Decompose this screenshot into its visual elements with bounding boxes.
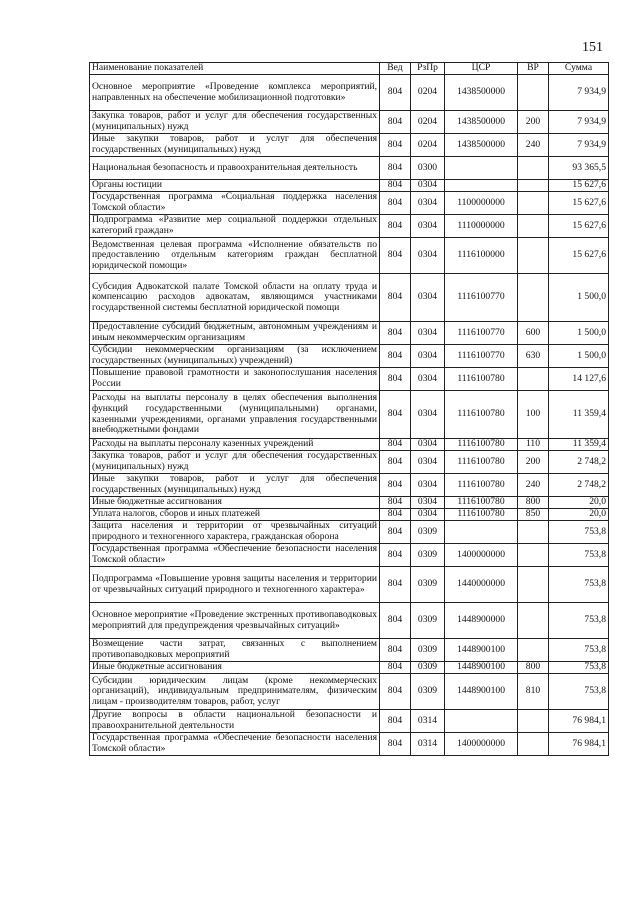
row-sum: 20,0 [549,509,609,521]
row-vr [518,521,549,544]
row-rzpr: 0204 [411,134,445,157]
row-sum: 11 359,4 [549,391,609,439]
row-name: Расходы на выплаты персоналу казенных учреждений [90,439,380,451]
row-rzpr: 0304 [411,391,445,439]
row-name: Государственная программа «Обеспечение безопасности населения Томской области» [90,733,380,756]
row-vr: 240 [518,134,549,157]
row-ved: 804 [380,368,411,391]
row-rzpr: 0300 [411,157,445,180]
header-sum: Сумма [549,63,609,75]
row-vr [518,238,549,274]
row-csr: 1448900100 [445,639,518,662]
row-ved: 804 [380,180,411,192]
row-rzpr: 0304 [411,215,445,238]
row-rzpr: 0204 [411,111,445,134]
row-ved: 804 [380,662,411,674]
row-name: Органы юстиции [90,180,380,192]
row-vr [518,157,549,180]
row-vr: 800 [518,662,549,674]
table-row [90,710,609,733]
row-ved: 804 [380,439,411,451]
row-rzpr: 0304 [411,180,445,192]
row-vr: 630 [518,345,549,368]
table-row [90,134,609,157]
row-name: Другие вопросы в области национальной безопасности и правоохранительной деятельности [90,710,380,733]
row-sum: 753,8 [549,603,609,639]
row-vr: 600 [518,322,549,345]
row-name: Субсидии некоммерческим организациям (за исключением государственных (муниципальных) учреждений) [90,345,380,368]
row-ved: 804 [380,75,411,111]
row-name: Национальная безопасность и правоохранительная деятельность [90,157,380,180]
row-ved: 804 [380,238,411,274]
row-csr: 1110000000 [445,215,518,238]
row-ved: 804 [380,274,411,322]
row-csr: 1116100780 [445,497,518,509]
row-csr: 1438500000 [445,134,518,157]
row-ved: 804 [380,451,411,474]
row-ved: 804 [380,567,411,603]
row-vr: 800 [518,497,549,509]
row-name: Иные закупки товаров, работ и услуг для обеспечения государственных (муниципальных) нужд [90,134,380,157]
row-ved: 804 [380,134,411,157]
row-rzpr: 0304 [411,451,445,474]
row-vr [518,733,549,756]
table-row [90,192,609,215]
table-row [90,180,609,192]
row-csr [445,710,518,733]
row-rzpr: 0304 [411,274,445,322]
row-sum: 76 984,1 [549,710,609,733]
row-rzpr: 0309 [411,521,445,544]
row-name: Расходы на выплаты персоналу в целях обеспечения выполнения функций государственными (муниципальными) органами, казенными учреждениями, органами управления государственными внебюджетными фондами [90,391,380,439]
row-sum: 76 984,1 [549,733,609,756]
page-number: 151 [582,40,603,55]
table-row [90,662,609,674]
row-ved: 804 [380,544,411,567]
row-csr: 1400000000 [445,544,518,567]
row-name: Субсидия Адвокатской палате Томской области на оплату труда и компенсацию расходов адвокатам, являющимся участниками государственной системы бесплатной юридической помощи [90,274,380,322]
row-rzpr: 0309 [411,544,445,567]
row-sum: 753,8 [549,662,609,674]
row-csr [445,157,518,180]
row-rzpr: 0309 [411,603,445,639]
row-csr: 1400000000 [445,733,518,756]
row-name: Ведомственная целевая программа «Исполнение обязательств по предоставлению отдельным категориям граждан бесплатной юридической помощи» [90,238,380,274]
row-sum: 14 127,6 [549,368,609,391]
table-row [90,497,609,509]
table-body [90,75,609,756]
table-row [90,345,609,368]
row-ved: 804 [380,474,411,497]
row-csr: 1116100770 [445,274,518,322]
row-csr [445,180,518,192]
row-vr: 110 [518,439,549,451]
row-vr: 100 [518,391,549,439]
row-vr: 810 [518,674,549,710]
header-name: Наименование показателей [90,63,380,75]
row-csr: 1440000000 [445,567,518,603]
table-row [90,75,609,111]
row-ved: 804 [380,603,411,639]
row-name: Предоставление субсидий бюджетным, автономным учреждениям и иным некоммерческим организациям [90,322,380,345]
row-csr: 1116100780 [445,368,518,391]
table-row [90,509,609,521]
header-csr: ЦСР [445,63,518,75]
row-vr: 200 [518,111,549,134]
row-sum: 753,8 [549,521,609,544]
row-sum: 15 627,6 [549,192,609,215]
table-row [90,157,609,180]
row-vr [518,215,549,238]
row-rzpr: 0304 [411,497,445,509]
row-name: Иные бюджетные ассигнования [90,497,380,509]
row-sum: 1 500,0 [549,322,609,345]
row-rzpr: 0314 [411,733,445,756]
row-name: Иные закупки товаров, работ и услуг для обеспечения государственных (муниципальных) нужд [90,474,380,497]
row-rzpr: 0304 [411,368,445,391]
row-vr [518,368,549,391]
row-sum: 11 359,4 [549,439,609,451]
row-vr [518,710,549,733]
row-sum: 1 500,0 [549,274,609,322]
row-name: Защита населения и территории от чрезвычайных ситуаций природного и техногенного характера, гражданская оборона [90,521,380,544]
row-rzpr: 0304 [411,192,445,215]
table-row [90,368,609,391]
table-row [90,238,609,274]
row-sum: 7 934,9 [549,75,609,111]
row-sum: 753,8 [549,639,609,662]
table-row [90,439,609,451]
row-rzpr: 0314 [411,710,445,733]
table-header-row [90,63,609,75]
row-name: Повышение правовой грамотности и законопослушания населения России [90,368,380,391]
table-row [90,544,609,567]
row-ved: 804 [380,192,411,215]
row-rzpr: 0304 [411,322,445,345]
row-csr: 1116100770 [445,322,518,345]
row-csr: 1116100780 [445,474,518,497]
row-csr: 1116100780 [445,451,518,474]
row-vr [518,603,549,639]
table-row [90,674,609,710]
row-csr: 1448900100 [445,674,518,710]
table-row [90,451,609,474]
header-vr: ВР [518,63,549,75]
table-row [90,639,609,662]
row-name: Основное мероприятие «Проведение комплекса мероприятий, направленных на обеспечение мобилизационной подготовки» [90,75,380,111]
row-name: Закупка товаров, работ и услуг для обеспечения государственных (муниципальных) нужд [90,451,380,474]
row-rzpr: 0304 [411,345,445,368]
row-rzpr: 0309 [411,567,445,603]
row-vr: 850 [518,509,549,521]
table-row [90,391,609,439]
row-ved: 804 [380,639,411,662]
row-vr [518,274,549,322]
row-sum: 15 627,6 [549,215,609,238]
row-rzpr: 0204 [411,75,445,111]
row-vr [518,192,549,215]
row-name: Субсидии юридическим лицам (кроме некоммерческих организаций), индивидуальным предпринимателям, физическим лицам - производителям товаров, работ, услуг [90,674,380,710]
header-ved: Вед [380,63,411,75]
row-csr: 1438500000 [445,111,518,134]
row-name: Закупка товаров, работ и услуг для обеспечения государственных (муниципальных) нужд [90,111,380,134]
row-sum: 753,8 [549,567,609,603]
table-row [90,274,609,322]
row-vr [518,75,549,111]
row-sum: 7 934,9 [549,134,609,157]
row-sum: 20,0 [549,497,609,509]
row-vr [518,180,549,192]
table-row [90,322,609,345]
row-ved: 804 [380,322,411,345]
row-ved: 804 [380,733,411,756]
row-rzpr: 0304 [411,238,445,274]
row-csr: 1100000000 [445,192,518,215]
row-ved: 804 [380,521,411,544]
row-rzpr: 0309 [411,674,445,710]
row-name: Возмещение части затрат, связанных с выполнением противопаводковых мероприятий [90,639,380,662]
row-name: Уплата налогов, сборов и иных платежей [90,509,380,521]
row-name: Иные бюджетные ассигнования [90,662,380,674]
table-row [90,567,609,603]
table-row [90,474,609,497]
row-name: Государственная программа «Социальная поддержка населения Томской области» [90,192,380,215]
row-csr: 1116100000 [445,238,518,274]
row-ved: 804 [380,111,411,134]
row-sum: 2 748,2 [549,451,609,474]
row-vr [518,544,549,567]
row-csr: 1116100770 [445,345,518,368]
row-sum: 2 748,2 [549,474,609,497]
header-rzpr: РзПр [411,63,445,75]
row-rzpr: 0304 [411,439,445,451]
row-sum: 15 627,6 [549,238,609,274]
row-sum: 753,8 [549,674,609,710]
row-vr: 240 [518,474,549,497]
row-csr: 1116100780 [445,439,518,451]
row-rzpr: 0304 [411,509,445,521]
row-name: Подпрограмма «Повышение уровня защиты населения и территории от чрезвычайных ситуаций природного и техногенного характера» [90,567,380,603]
row-sum: 1 500,0 [549,345,609,368]
row-csr: 1438500000 [445,75,518,111]
row-sum: 15 627,6 [549,180,609,192]
row-sum: 753,8 [549,544,609,567]
table-row [90,215,609,238]
row-ved: 804 [380,674,411,710]
row-rzpr: 0304 [411,474,445,497]
row-sum: 7 934,9 [549,111,609,134]
row-ved: 804 [380,215,411,238]
table-row [90,521,609,544]
row-sum: 93 365,5 [549,157,609,180]
row-name: Подпрограмма «Развитие мер социальной поддержки отдельных категорий граждан» [90,215,380,238]
row-vr [518,639,549,662]
row-csr: 1116100780 [445,509,518,521]
row-csr: 1448900000 [445,603,518,639]
row-csr [445,521,518,544]
row-ved: 804 [380,157,411,180]
table-row [90,733,609,756]
row-name: Основное мероприятие «Проведение экстренных противопаводковых мероприятий для предупреждения чрезвычайных ситуаций» [90,603,380,639]
budget-table [89,62,609,756]
row-vr [518,567,549,603]
table-row [90,603,609,639]
row-ved: 804 [380,509,411,521]
row-ved: 804 [380,345,411,368]
row-ved: 804 [380,391,411,439]
row-csr: 1116100780 [445,391,518,439]
row-name: Государственная программа «Обеспечение безопасности населения Томской области» [90,544,380,567]
row-rzpr: 0309 [411,639,445,662]
row-vr: 200 [518,451,549,474]
table-row [90,111,609,134]
row-rzpr: 0309 [411,662,445,674]
row-csr: 1448900100 [445,662,518,674]
row-ved: 804 [380,497,411,509]
row-ved: 804 [380,710,411,733]
